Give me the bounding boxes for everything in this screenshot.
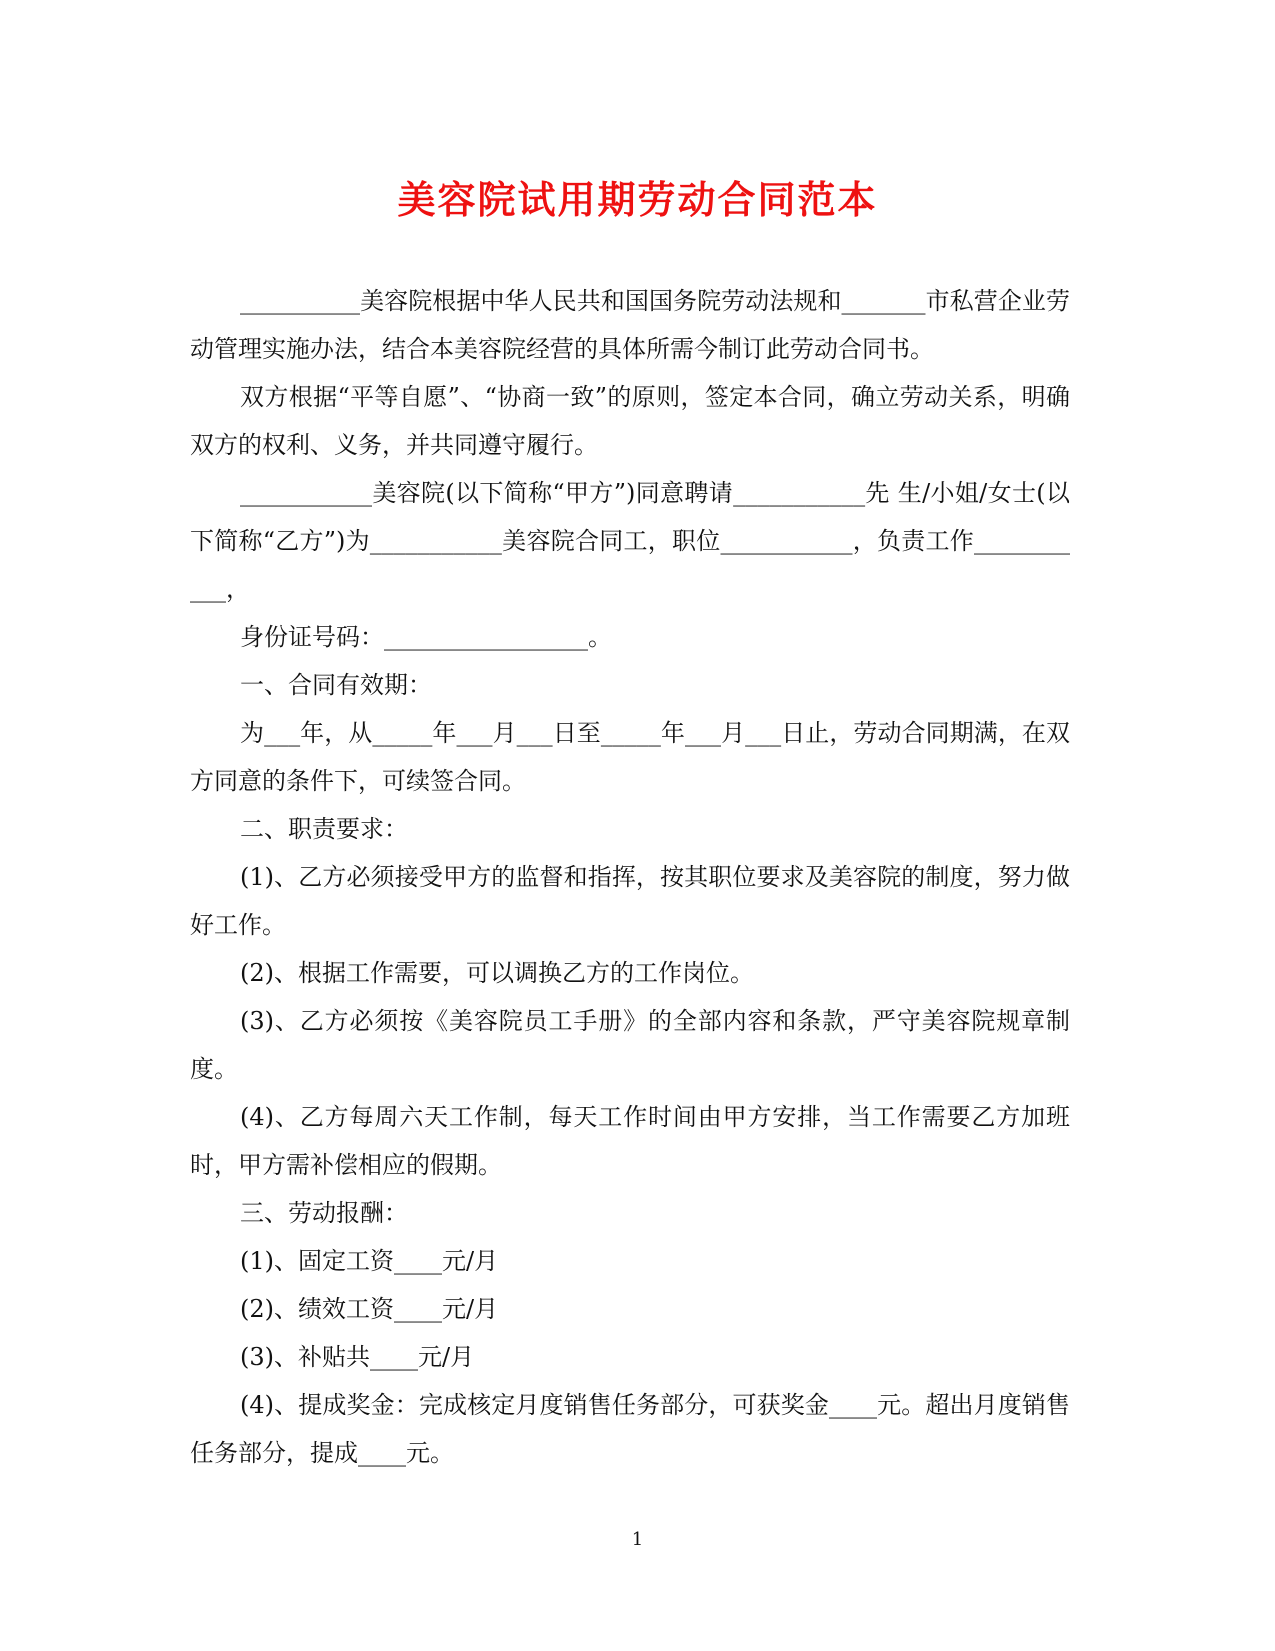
paragraph-preamble: __________美容院根据中华人民共和国国务院劳动法规和_______市私营企业劳动管理实施办法，结合本美容院经营的具体所需今制订此劳动合同书。	[190, 287, 1070, 363]
clause-pay-3: (3)、补贴共____元/月	[240, 1343, 475, 1371]
document-body	[190, 277, 1070, 1477]
section-heading-duties: 二、职责要求：	[240, 815, 408, 843]
clause-duty-3: (3)、乙方必须按《美容院员工手册》的全部内容和条款，严守美容院规章制度。	[190, 1007, 1070, 1083]
clause-duty-4: (4)、乙方每周六天工作制，每天工作时间由甲方安排，当工作需要乙方加班时，甲方需补偿相应的假期。	[190, 1103, 1070, 1179]
clause-pay-2: (2)、绩效工资____元/月	[240, 1295, 499, 1323]
paragraph-parties: ___________美容院(以下简称“甲方”)同意聘请___________先 生/小姐/女士(以下简称“乙方”)为___________美容院合同工，职位___________，负责工作___________，	[190, 479, 1070, 603]
section-heading-term: 一、合同有效期：	[240, 671, 432, 699]
paragraph-principles: 双方根据“平等自愿”、“协商一致”的原则，签定本合同，确立劳动关系，明确双方的权利、义务，并共同遵守履行。	[190, 383, 1070, 459]
clause-pay-1: (1)、固定工资____元/月	[240, 1247, 499, 1275]
clause-duty-1: (1)、乙方必须接受甲方的监督和指挥，按其职位要求及美容院的制度，努力做好工作。	[190, 863, 1070, 939]
page-number: 1	[631, 1529, 644, 1550]
clause-pay-4: (4)、提成奖金：完成核定月度销售任务部分，可获奖金____元。超出月度销售任务部分，提成____元。	[190, 1391, 1070, 1467]
document-title: 美容院试用期劳动合同范本	[397, 177, 878, 222]
section-heading-compensation: 三、劳动报酬：	[240, 1199, 408, 1227]
paragraph-id-number: 身份证号码：_________________。	[240, 623, 612, 651]
clause-duty-2: (2)、根据工作需要，可以调换乙方的工作岗位。	[240, 959, 754, 987]
paragraph-term: 为___年，从_____年___月___日至_____年___月___日止，劳动合同期满，在双方同意的条件下，可续签合同。	[190, 719, 1070, 795]
